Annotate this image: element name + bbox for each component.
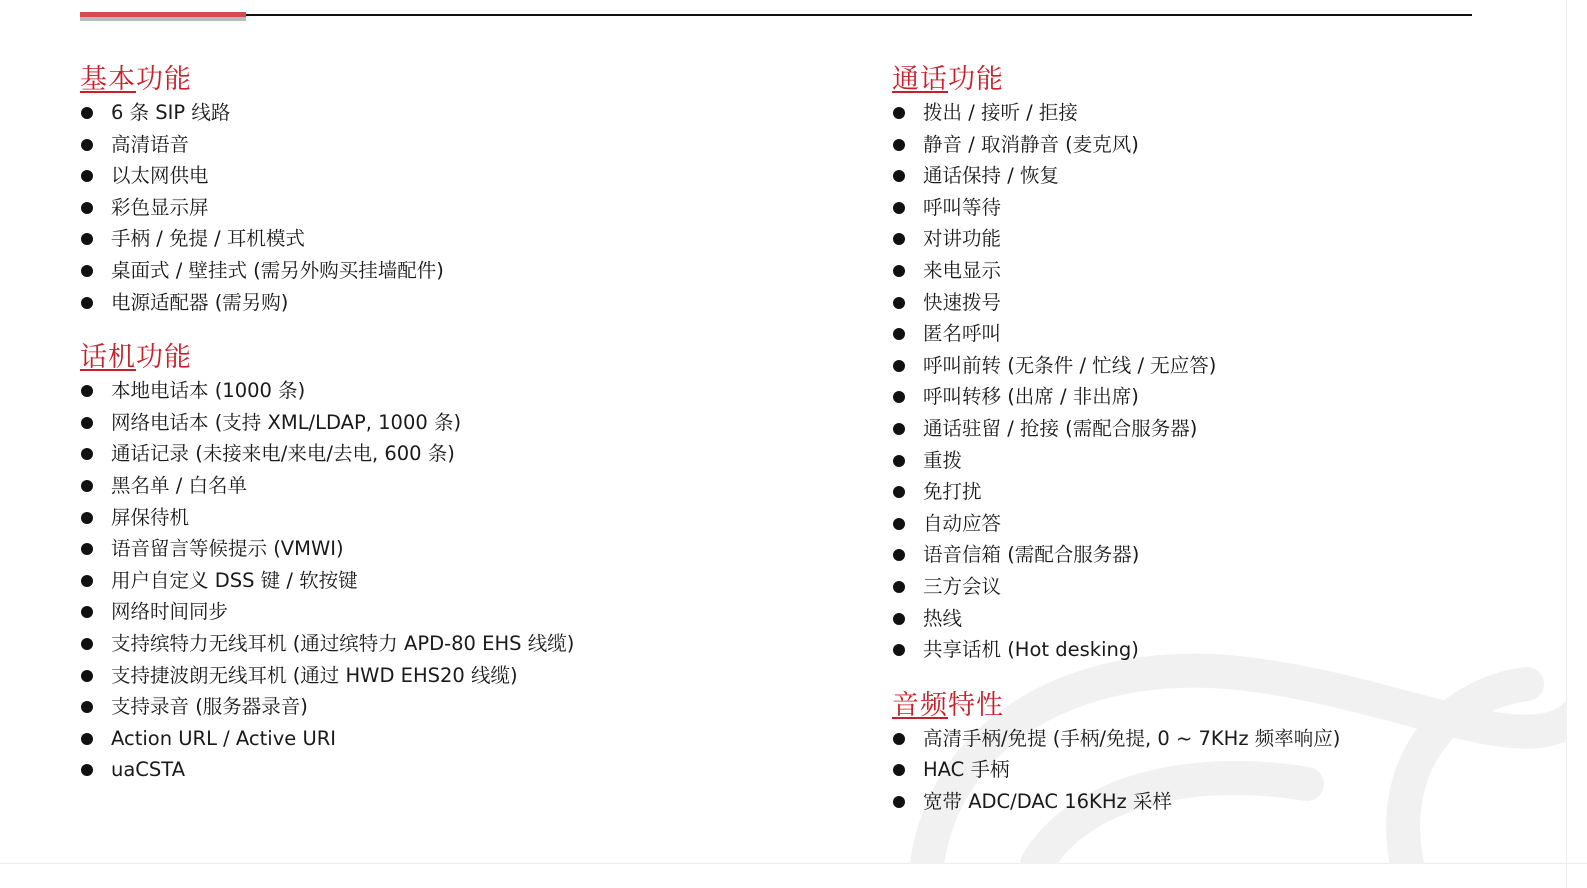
- header-rule: [80, 14, 1472, 16]
- list-item: 黑名单 / 白名单: [80, 470, 574, 502]
- list-item: 重拨: [892, 445, 1340, 477]
- basic-features-list: [80, 97, 574, 318]
- list-item: 语音留言等候提示 (VMWI): [80, 533, 574, 565]
- list-item: 电源适配器 (需另购): [80, 287, 574, 319]
- list-item: 自动应答: [892, 508, 1340, 540]
- audio-features-list: [892, 723, 1340, 818]
- list-item: 通话驻留 / 抢接 (需配合服务器): [892, 413, 1340, 445]
- list-item: 支持捷波朗无线耳机 (通过 HWD EHS20 线缆): [80, 660, 574, 692]
- list-item: 支持缤特力无线耳机 (通过缤特力 APD-80 EHS 线缆): [80, 628, 574, 660]
- list-item: 静音 / 取消静音 (麦克风): [892, 129, 1340, 161]
- list-item: 用户自定义 DSS 键 / 软按键: [80, 565, 574, 597]
- list-item: 手柄 / 免提 / 耳机模式: [80, 223, 574, 255]
- right-column: [892, 62, 1340, 839]
- list-item: 三方会议: [892, 571, 1340, 603]
- list-item: 免打扰: [892, 476, 1340, 508]
- call-features-list: [892, 97, 1340, 666]
- list-item: 本地电话本 (1000 条): [80, 375, 574, 407]
- list-item: Action URL / Active URI: [80, 723, 574, 755]
- list-item: 支持录音 (服务器录音): [80, 691, 574, 723]
- list-item: 高清语音: [80, 129, 574, 161]
- section-audio-features: [892, 688, 1340, 818]
- phone-features-list: [80, 375, 574, 786]
- section-title-call-features: 通话功能: [892, 64, 1004, 95]
- list-item: 呼叫转移 (出席 / 非出席): [892, 381, 1340, 413]
- list-item: 屏保待机: [80, 502, 574, 534]
- list-item: 高清手柄/免提 (手柄/免提, 0 ~ 7KHz 频率响应): [892, 723, 1340, 755]
- section-title-phone-features: 话机功能: [80, 342, 192, 374]
- list-item: 快速拨号: [892, 287, 1340, 319]
- list-item: HAC 手柄: [892, 754, 1340, 786]
- list-item: 来电显示: [892, 255, 1340, 287]
- list-item: 语音信箱 (需配合服务器): [892, 539, 1340, 571]
- list-item: 呼叫等待: [892, 192, 1340, 224]
- list-item: 匿名呼叫: [892, 318, 1340, 350]
- list-item: uaCSTA: [80, 754, 574, 786]
- list-item: 以太网供电: [80, 160, 574, 192]
- section-phone-features: [80, 340, 574, 786]
- list-item: 对讲功能: [892, 223, 1340, 255]
- list-item: 宽带 ADC/DAC 16KHz 采样: [892, 786, 1340, 818]
- header-accent-bar: [80, 12, 246, 21]
- left-column: [80, 62, 574, 808]
- list-item: 呼叫前转 (无条件 / 忙线 / 无应答): [892, 350, 1340, 382]
- list-item: 彩色显示屏: [80, 192, 574, 224]
- list-item: 桌面式 / 壁挂式 (需另外购买挂墙配件): [80, 255, 574, 287]
- list-item: 6 条 SIP 线路: [80, 97, 574, 129]
- section-title-basic-features: 基本功能: [80, 64, 192, 95]
- list-item: 拨出 / 接听 / 拒接: [892, 97, 1340, 129]
- list-item: 共享话机 (Hot desking): [892, 634, 1340, 666]
- section-title-audio-features: 音频特性: [892, 689, 1004, 721]
- list-item: 通话记录 (未接来电/来电/去电, 600 条): [80, 438, 574, 470]
- list-item: 通话保持 / 恢复: [892, 160, 1340, 192]
- section-call-features: [892, 62, 1340, 666]
- list-item: 网络电话本 (支持 XML/LDAP, 1000 条): [80, 407, 574, 439]
- section-basic-features: [80, 62, 574, 318]
- list-item: 网络时间同步: [80, 596, 574, 628]
- list-item: 热线: [892, 603, 1340, 635]
